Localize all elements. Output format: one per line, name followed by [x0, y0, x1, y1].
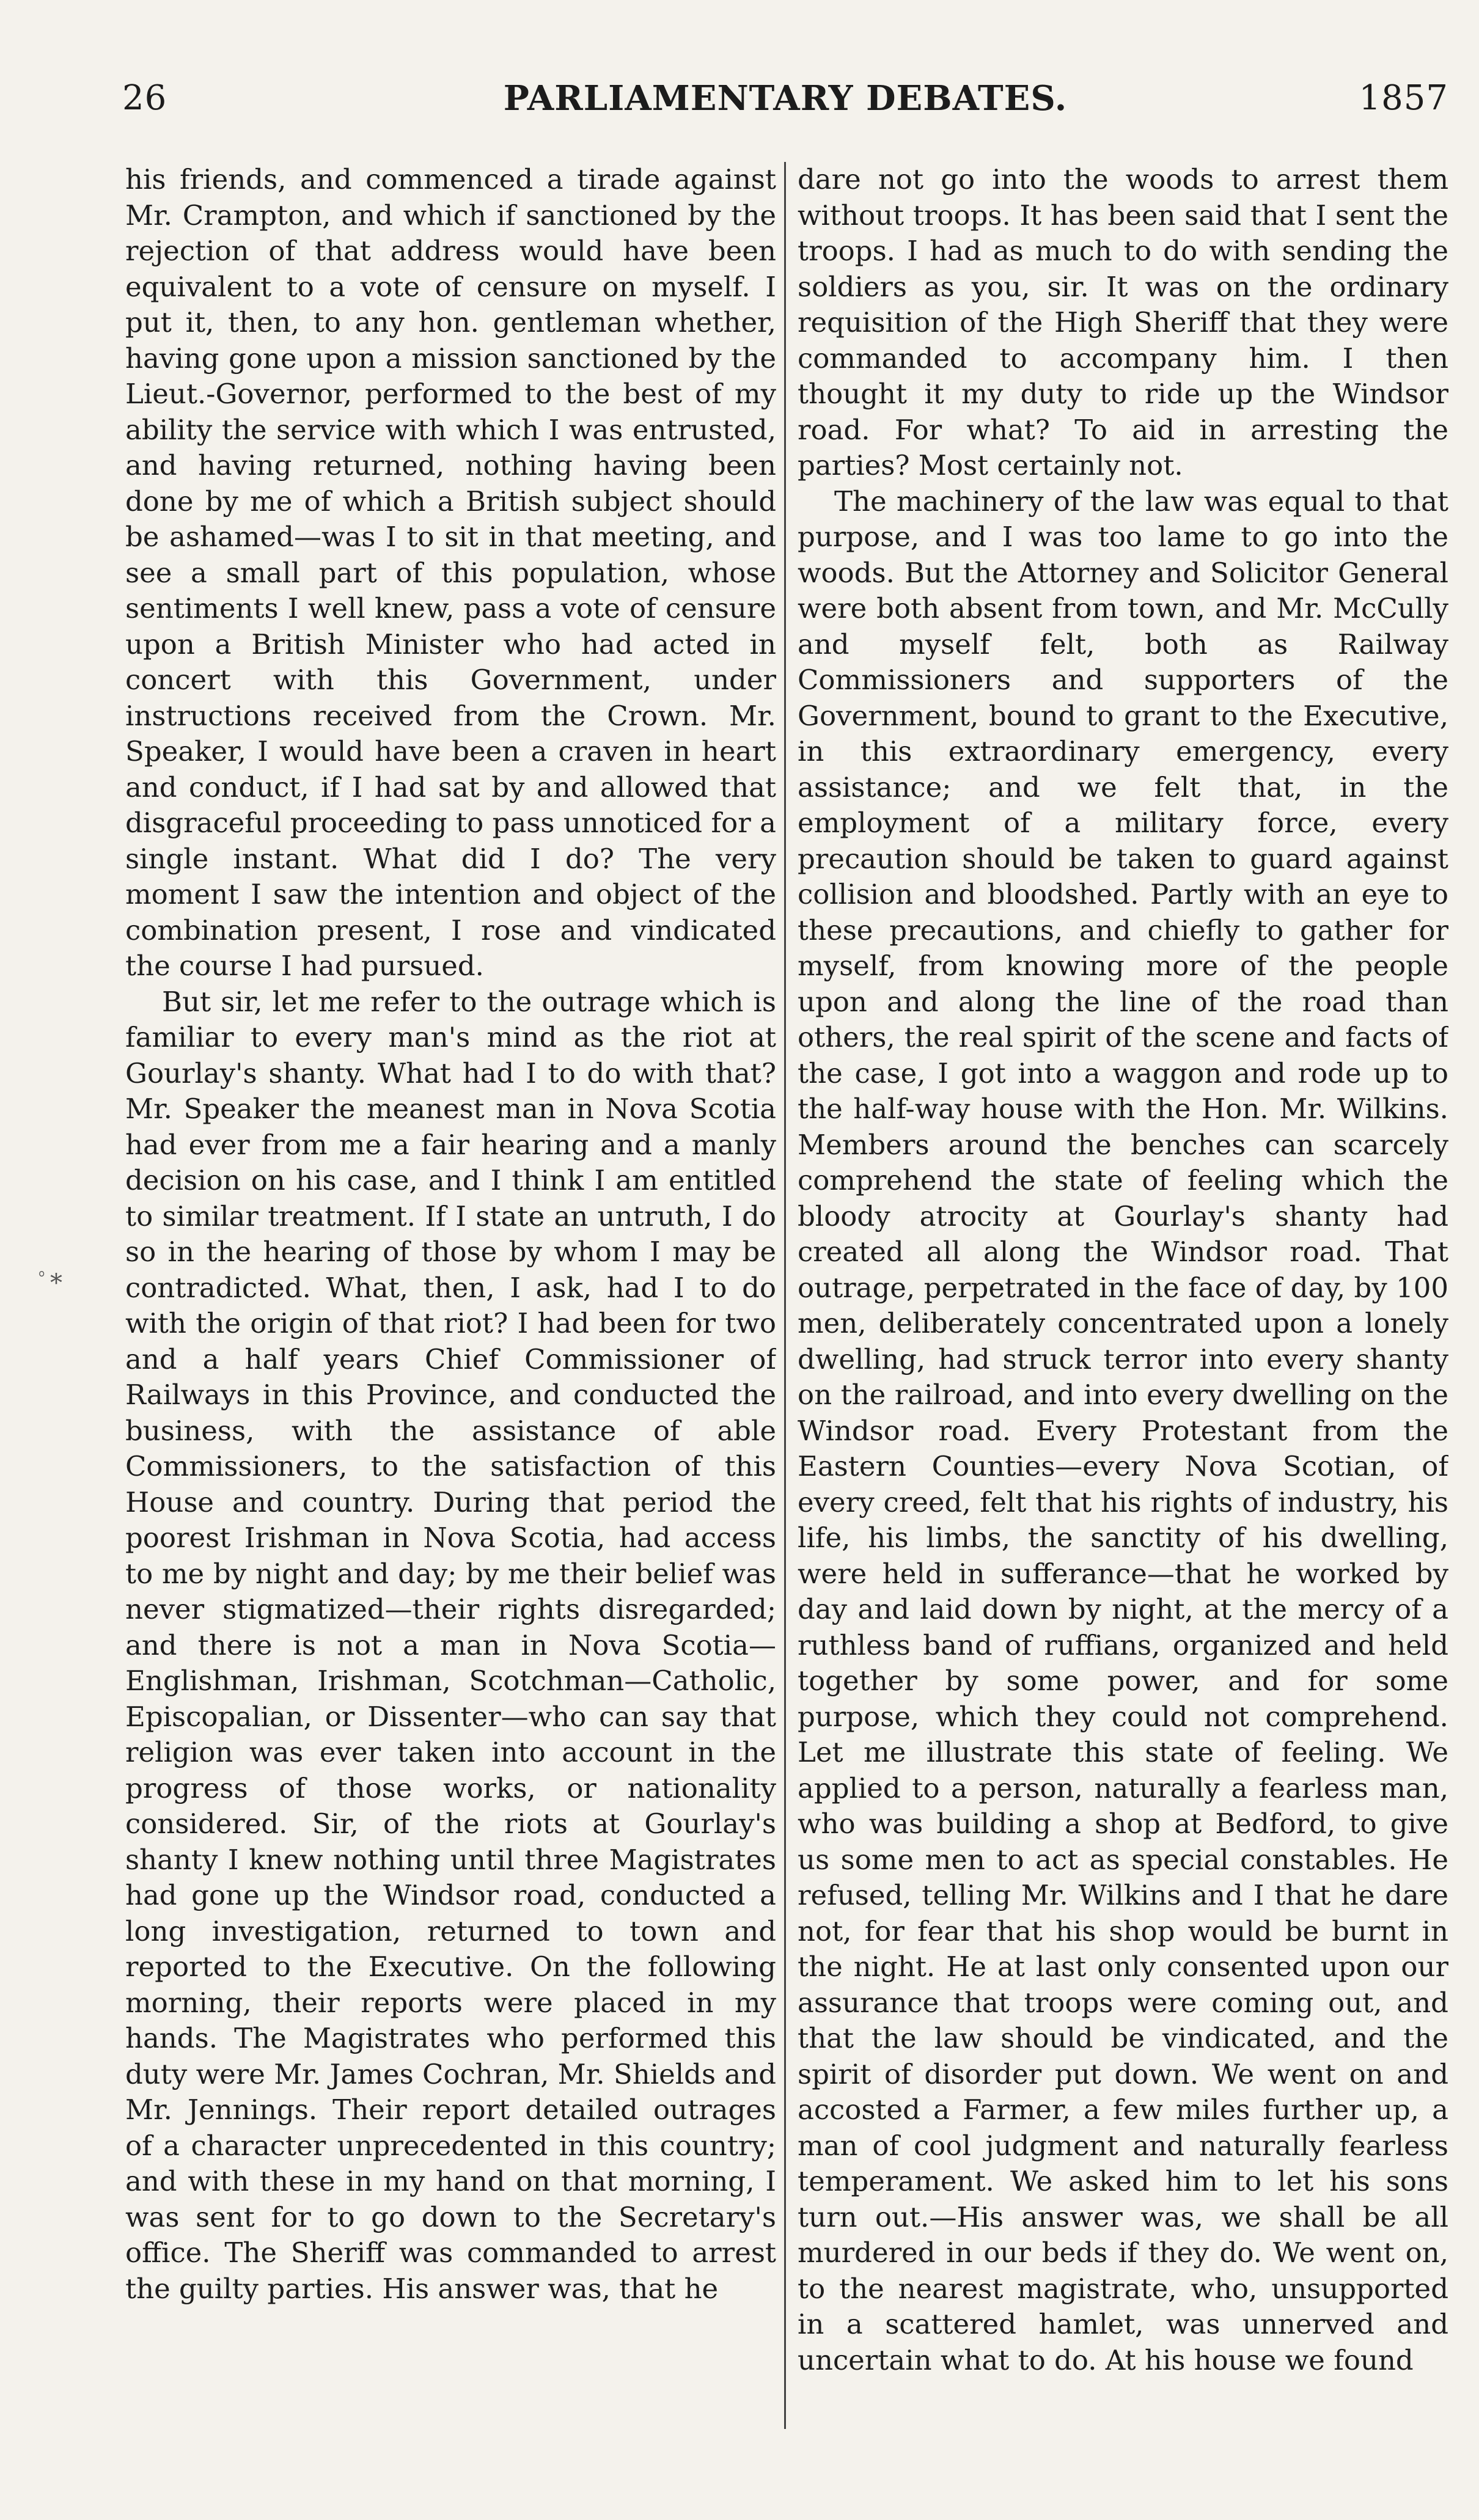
- running-title: PARLIAMENTARY DEBATES.: [503, 78, 1068, 119]
- column-divider: [784, 162, 786, 2429]
- right-paragraph-1: dare not go into the woods to arrest them without troops. It has been said that I sent the troops. I had as much to do with sending the soldiers as you, sir. It was on the ordinary requisition of the High Sheriff that they were commanded to accompany him. I then thought it my duty to ride up the Windsor road. For what? To aid in arresting the parties? Most certainly not.: [798, 163, 1448, 482]
- right-column: [798, 162, 1448, 2502]
- right-paragraph-2: The machinery of the law was equal to that purpose, and I was too lame to go into the woods. But the Attorney and Solicitor General were both absent from town, and Mr. McCully and myself felt, both as Railway Commissioners and supporters of the Government, bound to grant to the Executive, in this extraordinary emergency, every assistance; and we felt that, in the employment of a military force, every precaution should be taken to guard against collision and bloodshed. Partly with an eye to these precautions, and chiefly to gather for myself, from knowing more of the people upon and along the line of the road than others, the real spirit of the scene and facts of the case, I got into a waggon and rode up to the half-way house with the Hon. Mr. Wilkins. Members around the benches can scarcely comprehend the state of feeling which the bloody atrocity at Gourlay's shanty had created all along the Windsor road. That outrage, perpetrated in the face of day, by 100 men, deliberately concentrated upon a lonely dwelling, had struck terror into every shanty on the railroad, and into every dwelling on the Windsor road. Every Protestant from the Eastern Counties—every Nova Scotian, of every creed, felt that his rights of industry, his life, his limbs, the sanctity of his dwelling, were held in sufferance—that he worked by day and laid down by night, at the mercy of a ruthless band of ruffians, organized and held together by some power, and for some purpose, which they could not comprehend. Let me illustrate this state of feeling. We applied to a person, naturally a fearless man, who was building a shop at Bedford, to give us some men to act as special constables. He refused, telling Mr. Wilkins and I that he dare not, for fear that his shop would be burnt in the night. He at last only consented upon our assurance that troops were coming out, and that the law should be vindicated, and the spirit of disorder put down. We went on and accosted a Farmer, a few miles further up, a man of cool judgment and naturally fearless temperament. We asked him to let his sons turn out.—His answer was, we shall be all murdered in our beds if they do. We went on, to the nearest magistrate, who, unsupported in a scattered hamlet, was unnerved and uncertain what to do. At his house we found: [798, 485, 1448, 2376]
- margin-mark: ﾟ*: [38, 1269, 62, 1297]
- page-header: [122, 78, 1448, 133]
- left-column: [125, 162, 776, 2502]
- left-paragraph-1: his friends, and commenced a tirade against Mr. Crampton, and which if sanctioned by the rejection of that address would have been equivalent to a vote of censure on myself. I put it, then, to any hon. gentleman whether, having gone upon a mission sanctioned by the Lieut.-Governor, performed to the best of my ability the service with which I was entrusted, and having returned, nothing having been done by me of which a British subject should be ashamed—was I to sit in that meeting, and see a small part of this population, whose sentiments I well knew, pass a vote of censure upon a British Minister who had acted in concert with this Government, under instructions received from the Crown. Mr. Speaker, I would have been a craven in heart and conduct, if I had sat by and allowed that disgraceful proceeding to pass unnoticed for a single instant. What did I do? The very moment I saw the intention and object of the combination present, I rose and vindicated the course I had pursued.: [125, 163, 776, 982]
- left-paragraph-2: But sir, let me refer to the outrage which is familiar to every man's mind as the riot at Gourlay's shanty. What had I to do with that? Mr. Speaker the meanest man in Nova Scotia had ever from me a fair hearing and a manly decision on his case, and I think I am entitled to similar treatment. If I state an untruth, I do so in the hearing of those by whom I may be contradicted. What, then, I ask, had I to do with the origin of that riot? I had been for two and a half years Chief Commissioner of Railways in this Province, and conducted the business, with the assistance of able Commissioners, to the satisfaction of this House and country. During that period the poorest Irishman in Nova Scotia, had access to me by night and day; by me their belief was never stigmatized—their rights disregarded; and there is not a man in Nova Scotia—Englishman, Irishman, Scotchman—Catholic, Episcopalian, or Dissenter—who can say that religion was ever taken into account in the progress of those works, or nationality considered. Sir, of the riots at Gourlay's shanty I knew nothing until three Magistrates had gone up the Windsor road, conducted a long investigation, returned to town and reported to the Executive. On the following morning, their reports were placed in my hands. The Magistrates who performed this duty were Mr. James Cochran, Mr. Shields and Mr. Jennings. Their report detailed outrages of a character unprecedented in this country; and with these in my hand on that morning, I was sent for to go down to the Secretary's office. The Sheriff was commanded to arrest the guilty parties. His answer was, that he: [125, 985, 776, 2305]
- page-number: 26: [122, 78, 167, 118]
- header-year: 1857: [1359, 78, 1448, 118]
